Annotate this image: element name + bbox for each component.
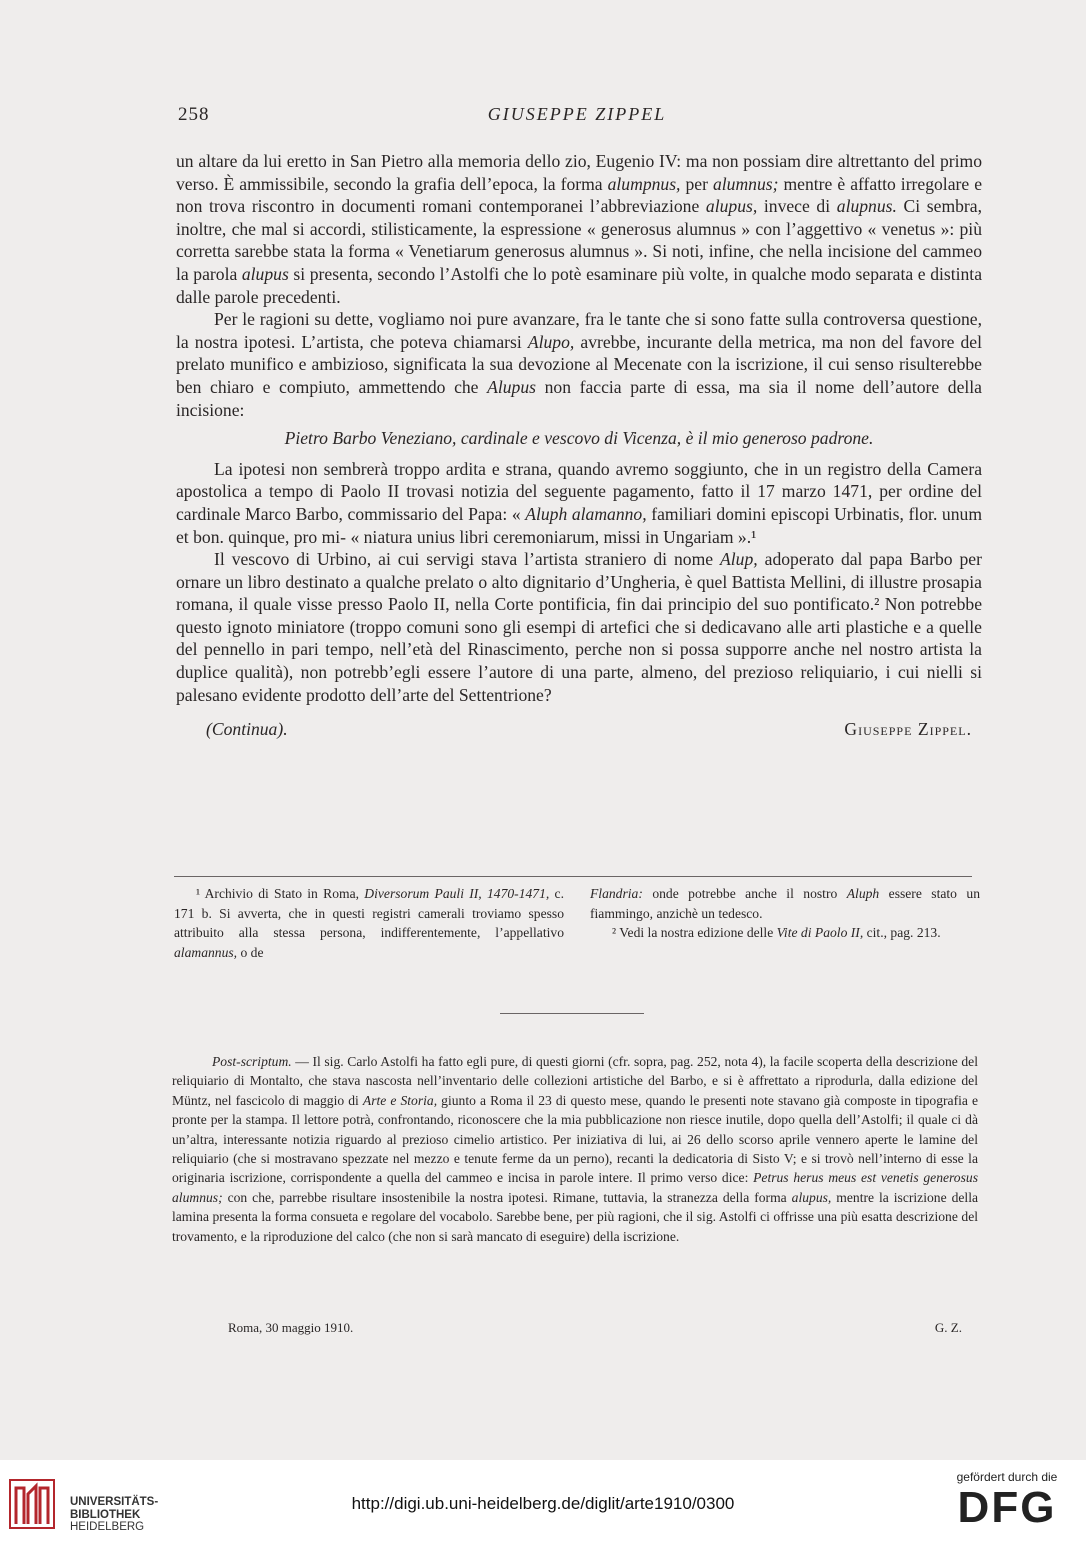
signature-line (176, 718, 982, 741)
page-number: 258 (178, 104, 210, 125)
running-title: GIUSEPPE ZIPPEL (487, 104, 667, 124)
viewer-footer (0, 1460, 1086, 1551)
main-text (176, 150, 982, 741)
postscript-footer (228, 1320, 962, 1336)
footnote-1: ¹ Archivio di Stato in Roma, Diversorum Pauli II, 1470-1471, c. 171 b. Si avverta, che in questi registri camerali troviamo spesso attribuito alla stessa persona, indifferentemente, l’appellativo alamannus, o de (174, 886, 564, 960)
paragraph-1: un altare da lui eretto in San Pietro alla memoria dello zio, Eugenio IV: ma non possiam dire altrettanto del primo verso. È ammissibile, secondo la grafia dell’epoca, la forma alumpnus, per alumnus; mentre è affatto irregolare e non trova riscontro in documenti romani contemporanei l’abbreviazione alupus, invece di alupnus. Ci sembra, inoltre, che mal si accordi, stilisticamente, la espressione « generosus alumnus » con l’aggettivo « venetus »: più corretta sarebbe stata la forma « Venetiarum generosus alumnus ». Si noti, infine, che nella incisione del cammeo la parola alupus si presenta, secondo l’Astolfi che lo potè esaminare più volte, in qualche modo separata e distinta dalle parole precedenti. (176, 151, 983, 307)
funding-text: gefördert durch die (956, 1470, 1058, 1484)
postscript-text: Post-scriptum. — Il sig. Carlo Astolfi ha fatto egli pure, di questi giorni (cfr. sopra, pag. 252, nota 4), la facile scoperta della descrizione del reliquiario di Montalto, che stava nascosta nell’inventario delle collezioni artistiche del Barbo, e si è affrettato a riprodurla, dalla edizione del Müntz, nel fascicolo di maggio di Arte e Storia, giunto a Roma il 23 di questo mese, quando le presenti note stavano già composte in tipografia e pronte per la stampa. Il lettore potrà, confrontando, riconoscere che la mia pubblicazione non riesce inutile, dopo quella dell’Astolfi; il quale ci dà un’altra, interessante notizia riguardo al prezioso cimelio artistico. Per iniziativa di lui, ai 26 dello scorso aprile vennero aperte le lamine del reliquiario (che si mostravano spezzate nel mezzo e tenute ferme da un perno), recanti la dedicatoria di Sisto V; e si trovò nell’interno di esse la originaria iscrizione, corrispondente a quella del cammeo e incisa in parole intere. Il primo verso dice: Petrus herus meus est venetis generosus alumnus; con che, parrebbe risultare insostenibile la nostra ipotesi. Rimane, tuttavia, la stranezza della forma alupus, mentre la iscrizione della lamina presenta la forma consueta e regolare del vocabolo. Sarebbe bene, per più ragioni, che il sig. Astolfi ci offrisse una più esatta descrizione del trovamento, e la riproduzione del calco (che non si sarà mancato di eseguire) della iscrizione. (172, 1054, 979, 1244)
section-divider (500, 1013, 644, 1014)
footnote-2: ² Vedi la nostra edizione delle Vite di Paolo II, cit., pag. 213. (612, 925, 941, 940)
footnote-rule (174, 876, 972, 877)
footnotes (174, 884, 980, 962)
continua-label: (Continua). (206, 719, 288, 740)
postscript-initials: G. Z. (934, 1320, 962, 1335)
funder-logo[interactable] (942, 1470, 1072, 1532)
footnote-column-right (590, 884, 980, 962)
permalink-url[interactable]: http://digi.ub.uni-heidelberg.de/diglit/arte1910/0300 (351, 1494, 735, 1513)
footnote-1-continued: Flandria: onde potrebbe anche il nostro Aluph essere stato un fiammingo, anzichè un tedesco. (590, 886, 981, 921)
postscript-date: Roma, 30 maggio 1910. (228, 1320, 354, 1335)
paragraph-3: La ipotesi non sembrerà troppo ardita e strana, quando avremo soggiunto, che in un registro della Camera apostolica a tempo di Paolo II trovasi notizia del seguente pagamento, fatto il 17 marzo 1471, per ordine del cardinale Marco Barbo, commissario del Papa: « Aluph alamanno, familiari domini episcopi Urbinatis, flor. unum et bon. quinque, pro mi- « niatura unius libri ceremoniarum, missi in Ungariam ».¹ (176, 458, 983, 547)
running-head (172, 104, 982, 134)
postscript (172, 1052, 978, 1246)
library-name: UNIVERSITÄTS- BIBLIOTHEK HEIDELBERG (70, 1496, 159, 1533)
paragraph-4: Il vescovo di Urbino, ai cui servigi stava l’artista straniero di nome Alup, adoperato dal papa Barbo per ornare un libro destinato a qualche prelato o alto dignitario d’Ungheria, è quel Battista Mellini, di illustre prosapia romana, il quale visse presso Paolo II, nella Corte pontificia, fin dai principio del suo pontificato.² Non potrebbe questo ignoto miniatore (troppo comuni sono gli esempi di artefici che si dedicavano alle arti plastiche e a quelle del pennello in pari tempo, nell’età del Rinascimento, perche non si possa supporre anche nel nostro artista la duplice qualità), non potrebb’egli essere l’autore di una parte, almeno, del prezioso reliquiario, i cui nielli si palesano evidente prodotto dell’arte del Settentrione? (176, 549, 982, 705)
paragraph-2: Per le ragioni su dette, vogliamo noi pure avanzare, fra le tante che si sono fatte sulla controversa questione, la nostra ipotesi. L’artista, che poteva chiamarsi Alupo, avrebbe, incurante della metrica, ma non del favore del prelato munifico e ambizioso, significata la sua devozione al Mecenate con la iscrizione, il cui senso risulterebbe ben chiaro e compiuto, ammettendo che Alupus non faccia parte di essa, ma sia il nome dell’autore della incisione: (176, 309, 982, 420)
footnote-column-left (174, 884, 564, 962)
article-signature: Giuseppe Zippel. (844, 719, 972, 740)
dfg-logo-text: DFG (957, 1483, 1057, 1532)
inscription-quote: Pietro Barbo Veneziano, cardinale e vescovo di Vicenza, è il mio generoso padrone. (284, 428, 874, 449)
